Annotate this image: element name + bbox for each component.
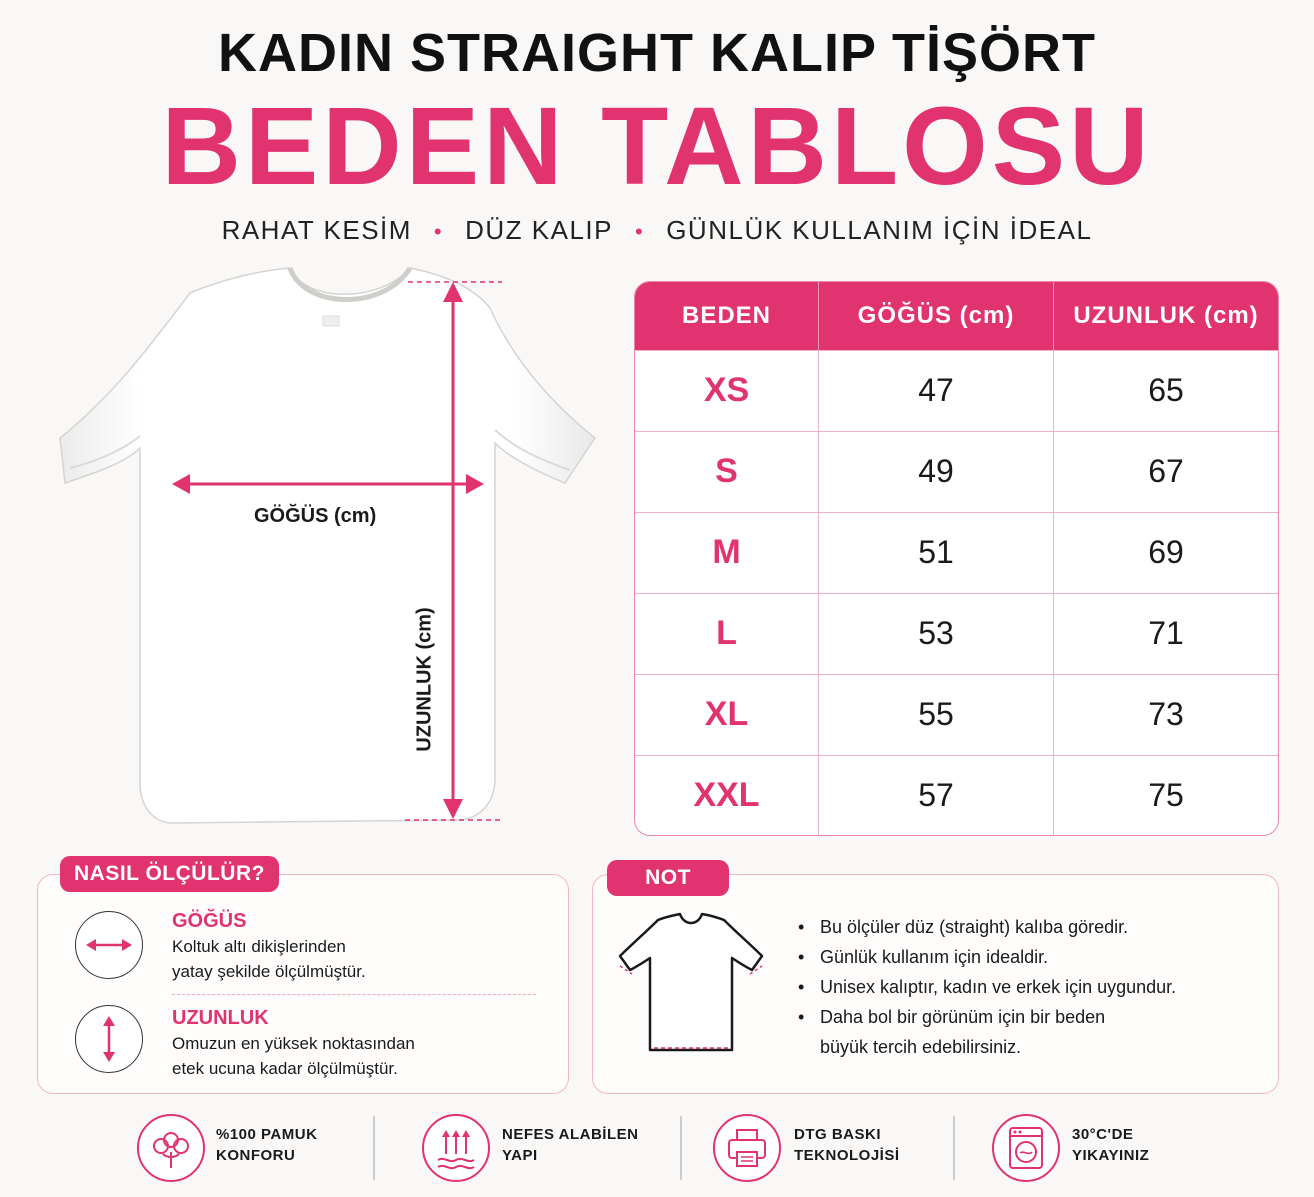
feature-line-2: KONFORU xyxy=(216,1147,296,1164)
column-header-size: BEDEN xyxy=(635,282,819,351)
note-item: • Bu ölçüler düz (straight) kalıba göredir. xyxy=(796,912,1266,942)
note-item: • Günlük kullanım için idealdir. xyxy=(796,942,1266,972)
tagline-item: DÜZ KALIP xyxy=(465,215,613,245)
note-item: • Daha bol bir görünüm için bir beden xyxy=(796,1002,1266,1032)
feature-label xyxy=(502,1124,638,1166)
length-cell: 69 xyxy=(1054,512,1279,593)
chest-method-text-1: Koltuk altı dikişlerinden xyxy=(172,937,346,956)
chest-cell: 55 xyxy=(819,674,1054,755)
divider xyxy=(172,994,536,995)
length-method-text-1: Omuzun en yüksek noktasından xyxy=(172,1034,415,1053)
chest-cell: 51 xyxy=(819,512,1054,593)
size-cell: L xyxy=(635,593,819,674)
feature-line-2: YIKAYINIZ xyxy=(1072,1147,1150,1164)
note-item: • Unisex kalıptır, kadın ve erkek için uygundur. xyxy=(796,972,1266,1002)
feature-label xyxy=(1072,1124,1149,1166)
feature-line-1: NEFES ALABİLEN xyxy=(502,1126,639,1143)
chest-measure-label: GÖĞÜS (cm) xyxy=(254,505,377,527)
page-title: BEDEN TABLOSU xyxy=(161,85,1153,208)
length-cell: 71 xyxy=(1054,593,1279,674)
vertical-arrow-icon xyxy=(75,1005,143,1073)
size-cell: XS xyxy=(635,351,819,432)
tagline xyxy=(0,215,1314,246)
size-table xyxy=(634,281,1279,836)
tshirt-diagram xyxy=(40,258,600,838)
column-header-length: UZUNLUK (cm) xyxy=(1054,282,1279,351)
note-pill: NOT xyxy=(607,860,729,896)
page-subheading: KADIN STRAIGHT KALIP TİŞÖRT xyxy=(217,23,1096,83)
divider xyxy=(953,1116,955,1180)
length-cell: 65 xyxy=(1054,351,1279,432)
table-row xyxy=(635,431,1278,512)
separator-dot: • xyxy=(635,219,645,244)
chest-method-text-2: yatay şekilde ölçülmüştür. xyxy=(172,962,366,981)
chest-cell: 53 xyxy=(819,593,1054,674)
note-list xyxy=(796,912,1266,1032)
table-row xyxy=(635,593,1278,674)
size-cell: M xyxy=(635,512,819,593)
feature-line-2: TEKNOLOJİSİ xyxy=(794,1147,900,1164)
chest-cell: 47 xyxy=(819,351,1054,432)
tshirt-illustration xyxy=(40,258,600,838)
table-header-row xyxy=(635,282,1278,351)
table-row xyxy=(635,351,1278,432)
feature-line-2: YAPI xyxy=(502,1147,538,1164)
printer-icon xyxy=(713,1114,781,1182)
chest-cell: 57 xyxy=(819,755,1054,835)
size-cell: S xyxy=(635,431,819,512)
feature-line-1: %100 PAMUK xyxy=(216,1126,318,1143)
length-measure-label: UZUNLUK (cm) xyxy=(413,607,436,752)
separator-dot: • xyxy=(433,219,444,244)
length-cell: 67 xyxy=(1054,431,1279,512)
length-method-text-2: etek ucuna kadar ölçülmüştür. xyxy=(172,1059,398,1078)
tagline-item: GÜNLÜK KULLANIM İÇİN İDEAL xyxy=(666,215,1093,245)
length-method-title: UZUNLUK xyxy=(172,1007,269,1029)
column-header-chest: GÖĞÜS (cm) xyxy=(819,282,1054,351)
length-cell: 75 xyxy=(1054,755,1279,835)
tagline-item: RAHAT KESİM xyxy=(221,215,412,245)
feature-label xyxy=(794,1124,900,1166)
cotton-icon xyxy=(137,1114,205,1182)
chest-method-title: GÖĞÜS xyxy=(172,910,247,932)
table-row xyxy=(635,755,1278,835)
how-to-measure-pill: NASIL ÖLÇÜLÜR? xyxy=(60,856,279,892)
feature-line-1: 30°C'DE xyxy=(1072,1126,1134,1143)
table-row xyxy=(635,512,1278,593)
divider xyxy=(373,1116,375,1180)
breathable-icon xyxy=(422,1114,490,1182)
feature-line-1: DTG BASKI xyxy=(794,1126,881,1143)
table-row xyxy=(635,674,1278,755)
length-cell: 73 xyxy=(1054,674,1279,755)
note-item-continuation: büyük tercih edebilirsiniz. xyxy=(820,1037,1022,1057)
feature-label xyxy=(216,1124,317,1166)
horizontal-arrow-icon xyxy=(75,911,143,979)
washing-machine-icon xyxy=(992,1114,1060,1182)
chest-cell: 49 xyxy=(819,431,1054,512)
divider xyxy=(680,1116,682,1180)
size-cell: XL xyxy=(635,674,819,755)
tshirt-outline-icon xyxy=(616,912,766,1058)
size-cell: XXL xyxy=(635,755,819,835)
